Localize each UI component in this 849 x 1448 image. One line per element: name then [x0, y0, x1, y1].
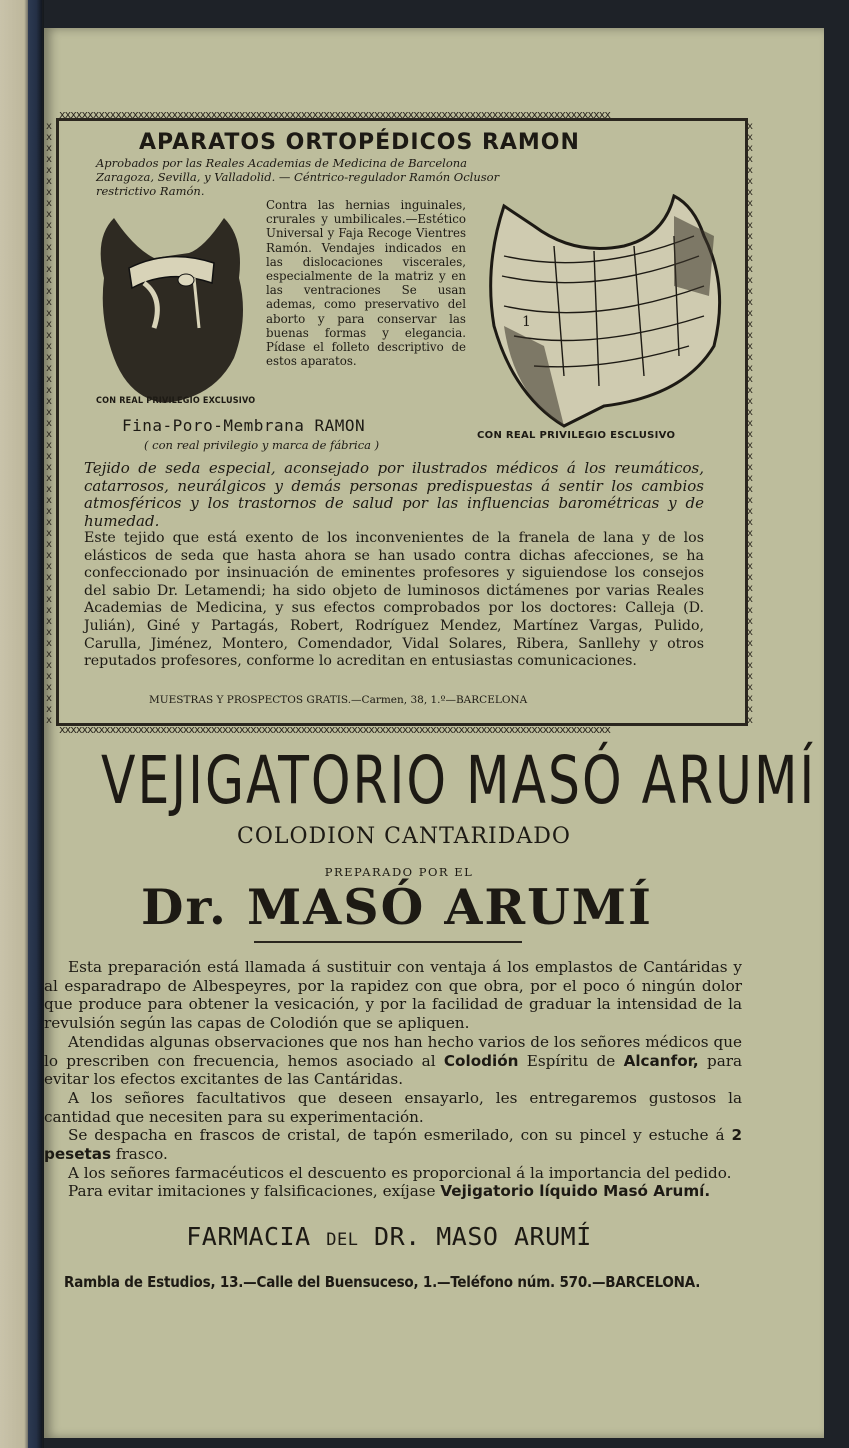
vejigatorio-title: VEJIGATORIO MASÓ ARUMÍ — [101, 743, 817, 820]
top-border-ornament: xxxxxxxxxxxxxxxxxxxxxxxxxxxxxxxxxxxxxxxxxxxxxxxxxxxxxxxxxxxxxxxxxxxxxxxxxxxxxxxxxxxxxxxxxxxxxxxxxx — [59, 109, 611, 120]
ramon-ad-intro: Aprobados por las Reales Academias de Medicina de Barcelona Zaragoza, Sevilla, y Valladolid. — Céntrico-regulador Ramón Oclusor restrictivo Ramón. — [96, 156, 500, 198]
paragraph-4: Se despacha en frascos de cristal, de tapón esmerilado, con su pincel y estuche á 2 pesetas frasco. — [44, 1126, 743, 1164]
pharmacy-name: FARMACIA DEL DR. MASO ARUMÍ — [186, 1222, 592, 1251]
doctor-name: Dr. MASÓ ARUMÍ — [141, 878, 653, 936]
privilege-label-right: CON REAL PRIVILEGIO ESCLUSIVO — [477, 430, 676, 441]
paragraph-6: Para evitar imitaciones y falsificaciones, exíjase Vejigatorio líquido Masó Arumí. — [68, 1182, 711, 1201]
paragraph-2: Atendidas algunas observaciones que nos han hecho varios de los señores médicos que lo prescriben con frecuencia, hemos asociado al Colodión Espíritu de Alcanfor, para evitar los efectos excitantes de las Cantáridas. — [44, 1032, 743, 1089]
vejigatorio-subtitle: COLODION CANTARIDADO — [237, 824, 571, 849]
paragraph-3: A los señores facultativos que deseen ensayarlo, les entregaremos gustosos la cantidad que necesiten para su experimentación. — [44, 1088, 742, 1126]
figure-label: 1 — [522, 314, 531, 330]
vejigatorio-body — [44, 958, 742, 1201]
belly-belt-illustration — [474, 176, 734, 436]
prepared-by: PREPARADO POR EL — [324, 865, 474, 879]
membrana-subtitle: ( con real privilegio y marca de fábrica ) — [144, 438, 380, 452]
paragraph-1: Esta preparación está llamada á sustituir con ventaja á los emplastos de Cantáridas y al esparadrapo de Albespeyres, por la rapidez con que obra, por el poco ó ningún dolor que produce para obtener la vesicación, y por la facilidad de graduar la intensidad de la revulsión según las capas de Colodión que se apliquen. — [44, 958, 742, 1033]
ramon-ad-description: Contra las hernias inguinales, crurales y umbilicales.—Estético Universal y Faja Recoge Vientres Ramón. Vendajes indicados en las dislocaciones viscerales, especialmente de la matriz y en las ventraciones Se usan ademas, como preservativo del aborto y para conservar las buenas formas y elegancia. Pídase el folleto descriptivo de estos aparatos. — [266, 198, 466, 369]
paragraph-5: A los señores farmacéuticos el descuento es proporcional á la importancia del pedido. — [68, 1163, 732, 1182]
truss-illustration — [94, 208, 249, 408]
samples-address: MUESTRAS Y PROSPECTOS GRATIS.—Carmen, 38, 1.º—BARCELONA — [149, 694, 528, 706]
left-border-ornament: xxxxxxxxxxxxxxxxxxxxxxxxxxxxxxxxxxxxxxxxxxxxxxxxxxxxxxx — [46, 121, 53, 723]
membrana-title: Fina-Poro-Membrana RAMON — [122, 416, 366, 435]
membrana-body-paragraph: Este tejido que está exento de los inconvenientes de la franela de lana y de los elásticos de seda que hasta ahora se han usado contra dichas afecciones, se ha confeccionado por insinuación de eminentes profesores y siguiendose los consejos del sabio Dr. Letamendi; ha sido objeto de luminosos dictámenes por varias Reales Academias de Medicina, y sus efectos comprobados por los doctores: Calleja (D. Julián), Giné y Partagás, Robert, Rodríguez Mendez, Martínez Vargas, Pulido, Carulla, Jiménez, Montero, Comendador, Vidal Solares, Ribera, Sanllehy y otros reputados profesores, conforme lo acreditan en entusiastas comunicaciones. — [84, 530, 704, 670]
divider-rule — [254, 941, 522, 943]
page — [44, 28, 824, 1438]
ramon-ad-title: APARATOS ORTOPÉDICOS RAMON — [139, 130, 580, 155]
bottom-border-ornament: xxxxxxxxxxxxxxxxxxxxxxxxxxxxxxxxxxxxxxxxxxxxxxxxxxxxxxxxxxxxxxxxxxxxxxxxxxxxxxxxxxxxxxxxxxxxxxxxxx — [59, 724, 611, 735]
membrana-intro-paragraph: Tejido de seda especial, aconsejado por ilustrados médicos á los reumáticos, catarrosos, neurálgicos y demás personas predispuestas á sentir los cambios atmosféricos y los trastornos de salud por las influencias barométricas y de humedad. — [84, 459, 704, 530]
book-binding — [28, 0, 42, 1448]
privilege-label-left: CON REAL PRIVILEGIO EXCLUSIVO — [96, 396, 256, 406]
pharmacy-address: Rambla de Estudios, 13.—Calle del Buensuceso, 1.—Teléfono núm. 570.—BARCELONA. — [64, 1273, 701, 1291]
right-border-ornament: xxxxxxxxxxxxxxxxxxxxxxxxxxxxxxxxxxxxxxxxxxxxxxxxxxxxxxx — [747, 121, 754, 723]
